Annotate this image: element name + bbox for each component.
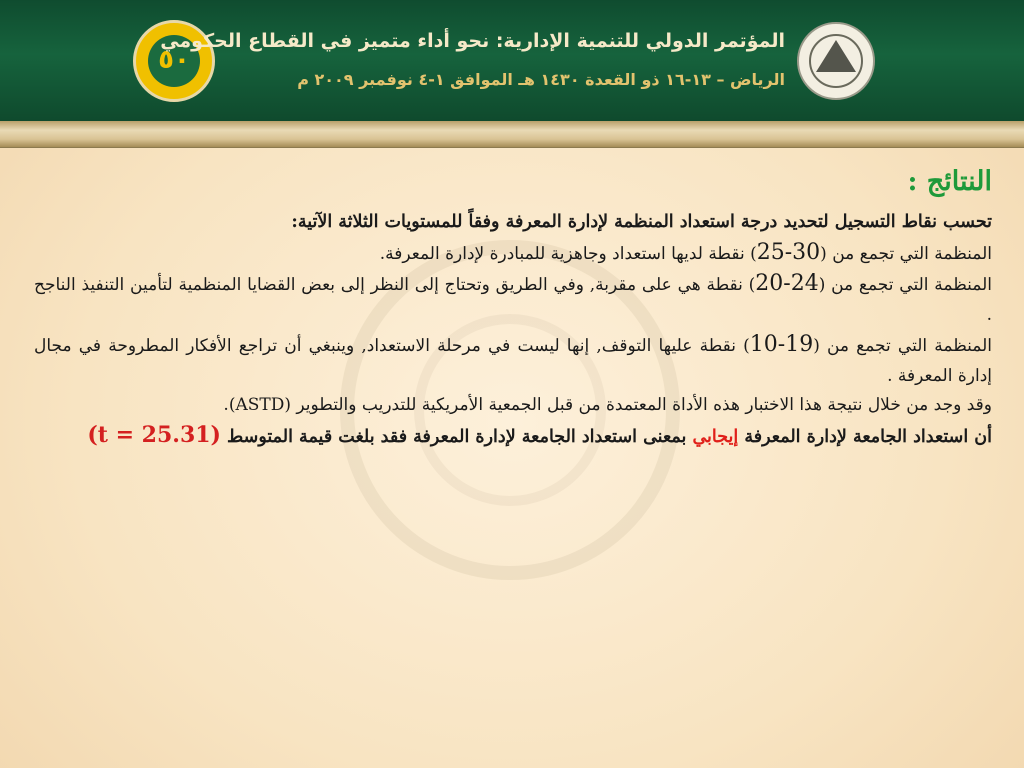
- results-heading: النتائج :: [907, 166, 992, 197]
- level-2-paragraph: [34, 269, 992, 330]
- level-1-post: ) نقطة لديها استعداد وجاهزية للمبادرة لإدارة المعرفة.: [379, 243, 757, 264]
- level-3-paragraph: [34, 330, 992, 391]
- conclusion-post: بمعنى استعداد الجامعة لإدارة المعرفة فقد بلغت قيمة المتوسط: [220, 426, 693, 447]
- level-3-range: 10-19: [749, 332, 814, 357]
- level-2-post: ) نقطة هي على مقربة, وفي الطريق وتحتاج إلى النظر إلى بعض القضايا المنظمية لتأمين التنفيذ الناجح .: [34, 275, 992, 325]
- institute-seal-logo: [797, 22, 875, 100]
- anniversary-logo-number: ٥٠: [158, 45, 190, 75]
- level-3-pre: المنظمة التي تجمع من (: [813, 336, 993, 356]
- header-divider: [0, 147, 1024, 148]
- slide-content: [34, 160, 992, 452]
- conference-date: الرياض – ١٣-١٦ ذو القعدة ١٤٣٠ هـ الموافق ١-٤ نوفمبر ٢٠٠٩ م: [297, 70, 785, 89]
- level-2-range: 20-24: [755, 271, 819, 296]
- level-1-paragraph: [34, 238, 992, 270]
- institute-seal-emblem: [816, 40, 856, 72]
- conclusion-paragraph: [34, 421, 992, 453]
- finding-paragraph: وقد وجد من خلال نتيجة هذا الاختبار هذه الأداة المعتمدة من قبل الجمعية الأمريكية للتدريب والتطوير (ASTD).: [223, 395, 992, 415]
- header-gold-band: [0, 121, 1024, 147]
- level-1-pre: المنظمة التي تجمع من (: [820, 243, 992, 264]
- level-2-pre: المنظمة التي تجمع من (: [818, 275, 993, 295]
- conclusion-pre: أن استعداد الجامعة لإدارة المعرفة: [738, 426, 992, 447]
- level-3-post: ) نقطة عليها التوقف, إنها ليست في مرحلة الاستعداد, وينبغي أن تراجع الأفكار المطروحة في مجال إدارة المعرفة .: [34, 336, 992, 386]
- conclusion-highlight: إيجابي: [692, 426, 739, 447]
- header-banner: [0, 0, 1024, 121]
- conference-title: المؤتمر الدولي للتنمية الإدارية: نحو أداء متميز في القطاع الحكومي: [160, 30, 785, 52]
- level-1-range: 25-30: [756, 239, 821, 265]
- intro-paragraph: تحسب نقاط التسجيل لتحديد درجة استعداد المنظمة لإدارة المعرفة وفقاً للمستويات الثلاثة الآتية:: [291, 212, 992, 232]
- t-value: (t = 25.31): [87, 421, 221, 448]
